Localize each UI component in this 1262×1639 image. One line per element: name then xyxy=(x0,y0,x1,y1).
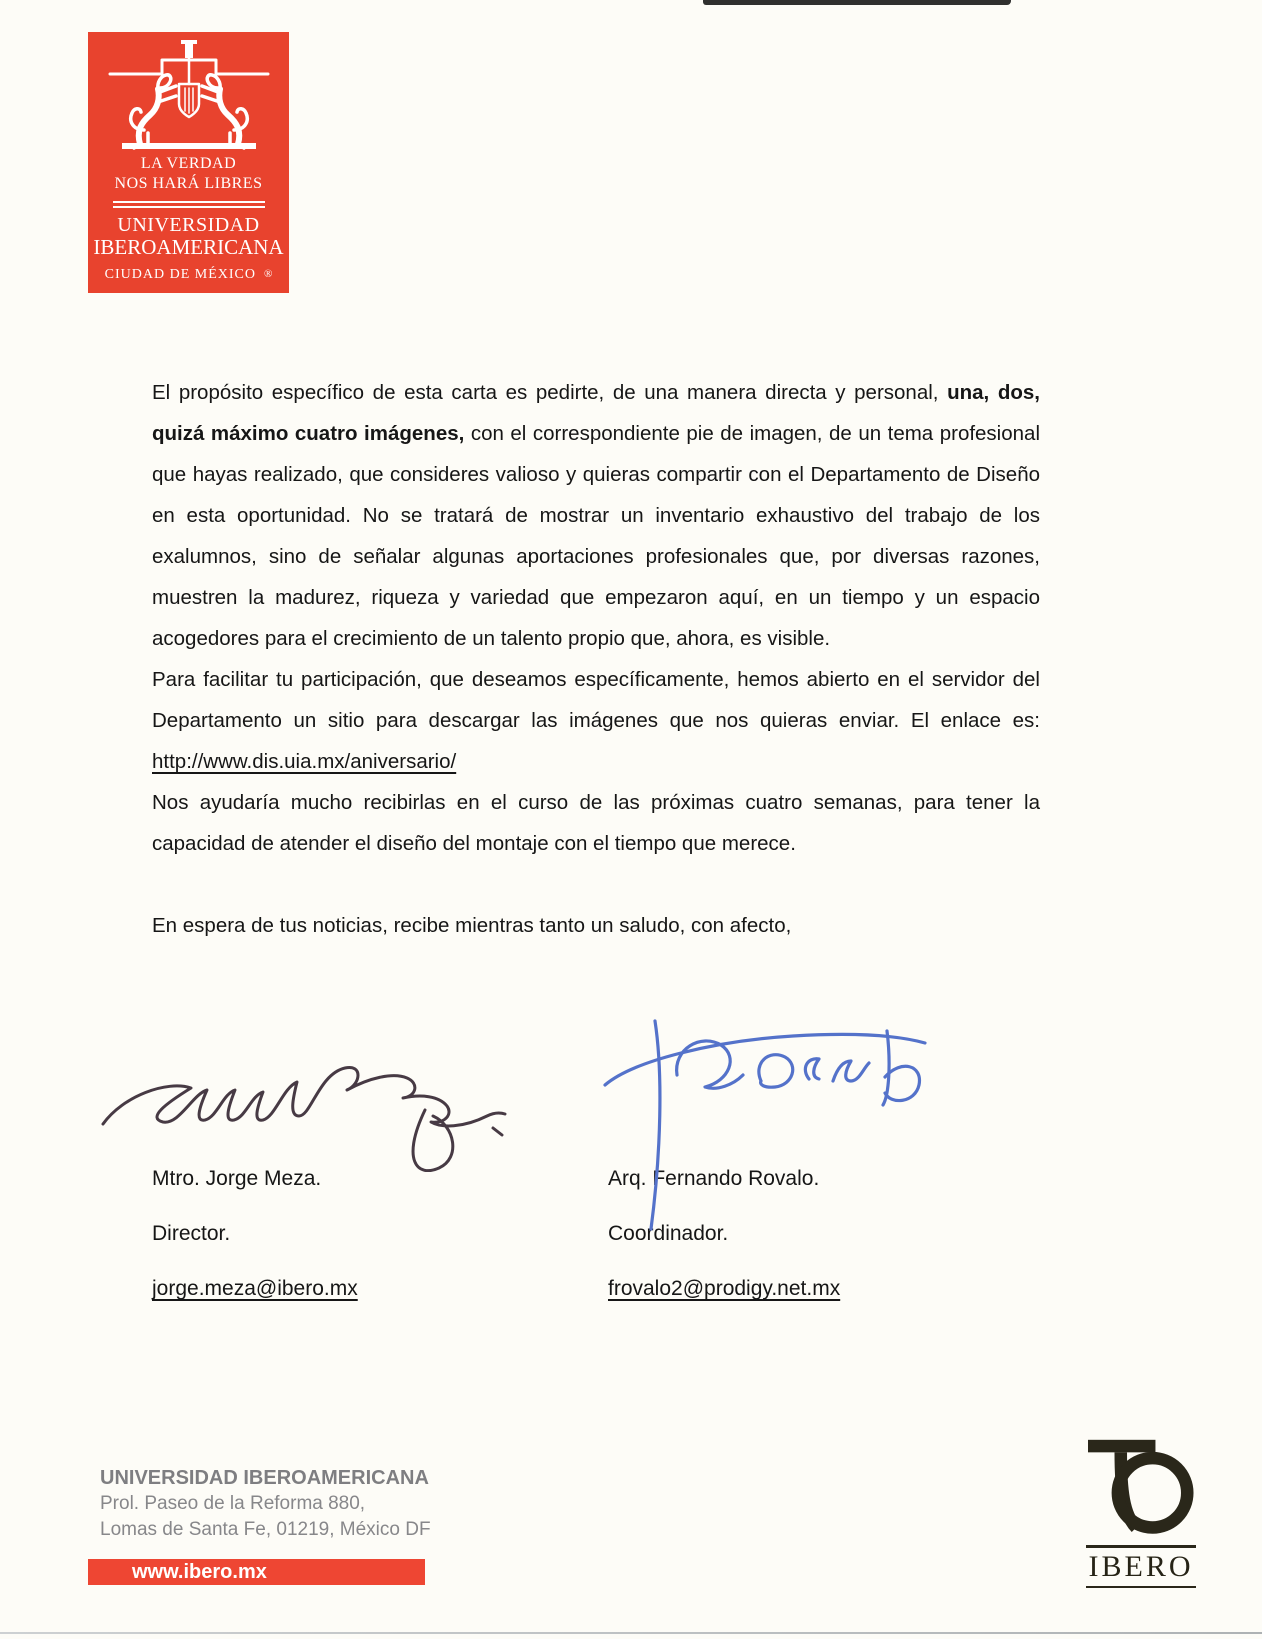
footer-org-name: UNIVERSIDAD IBEROAMERICANA xyxy=(100,1467,429,1489)
ibero-anniversary-logo xyxy=(1082,1438,1200,1590)
seal-divider xyxy=(113,201,265,208)
ibero-wordmark: IBERO xyxy=(1088,1549,1194,1583)
footer-address-line1: Prol. Paseo de la Reforma 880, xyxy=(100,1493,366,1514)
signature-jorge-meza xyxy=(95,1032,510,1172)
signer-title: Director. xyxy=(152,1222,231,1245)
signer-email: jorge.meza@ibero.mx xyxy=(152,1277,358,1300)
university-seal xyxy=(88,32,289,293)
footer-address-block xyxy=(100,1465,431,1543)
paragraph-upload-site: Para facilitar tu participación, que deseamos específicamente, hemos abierto en el servidor del Departamento un sitio para descargar las imágenes que nos quieras enviar. El enlace es: http://www.dis.uia.mx/aniversario/ xyxy=(152,668,1040,773)
scan-smudge-artifact xyxy=(703,0,1011,5)
closing-line: En espera de tus noticias, recibe mientras tanto un saludo, con afecto, xyxy=(152,914,792,937)
website-url: www.ibero.mx xyxy=(132,1561,267,1583)
paragraph-request: El propósito específico de esta carta es pedirte, de una manera directa y personal, una, dos, quizá máximo cuatro imágenes, con el correspondiente pie de imagen, de un tema profesional que hayas realizado, que consideres valioso y quieras compartir con el Departamento de Diseño en esta oportunidad. No se tratará de mostrar un inventario exhaustivo del trabajo de los exalumnos, sino de señalar algunas aportaciones profesionales que, por diversas razones, muestren la madurez, riqueza y variedad que empezaron aquí, en un tiempo y un espacio acogedores para el crecimiento de un talento propio que, ahora, es visible. xyxy=(152,381,1040,650)
seal-university-line1: UNIVERSIDAD xyxy=(117,214,260,236)
seal-motto-line1: LA VERDAD xyxy=(140,155,237,172)
letter-body xyxy=(152,372,1040,946)
signer-name: Mtro. Jorge Meza. xyxy=(152,1167,322,1190)
seal-motto-line2: NOS HARÁ LIBRES xyxy=(114,175,263,192)
footer-address-line2: Lomas de Santa Fe, 01219, México DF xyxy=(100,1519,431,1540)
signer-title: Coordinador. xyxy=(608,1222,729,1245)
signer-name: Arq. Fernando Rovalo. xyxy=(608,1167,820,1190)
ibero-logo-rule-bottom xyxy=(1086,1586,1196,1589)
university-crest-icon xyxy=(104,38,274,152)
seal-university-line2: IBEROAMERICANA xyxy=(93,235,284,259)
signer-block-director xyxy=(152,1168,552,1333)
registered-mark: ® xyxy=(263,268,273,280)
signer-block-coordinator xyxy=(608,1168,1008,1333)
upload-url-link: http://www.dis.uia.mx/aniversario/ xyxy=(152,750,457,773)
ibero-70-monogram-icon xyxy=(1088,1438,1194,1538)
paragraph-deadline: Nos ayudaría mucho recibirlas en el curso de las próximas cuatro semanas, para tener la capacidad de atender el diseño del montaje con el tiempo que merece. xyxy=(152,791,1040,855)
bold-emphasis: una, dos, quizá máximo cuatro imágenes, xyxy=(152,381,1040,445)
ibero-logo-rule-top xyxy=(1086,1545,1196,1548)
website-bar xyxy=(88,1559,425,1585)
seal-city-line: CIUDAD DE MÉXICO ® xyxy=(104,267,273,282)
scan-edge-line xyxy=(0,1632,1262,1634)
signer-email: frovalo2@prodigy.net.mx xyxy=(608,1277,841,1300)
